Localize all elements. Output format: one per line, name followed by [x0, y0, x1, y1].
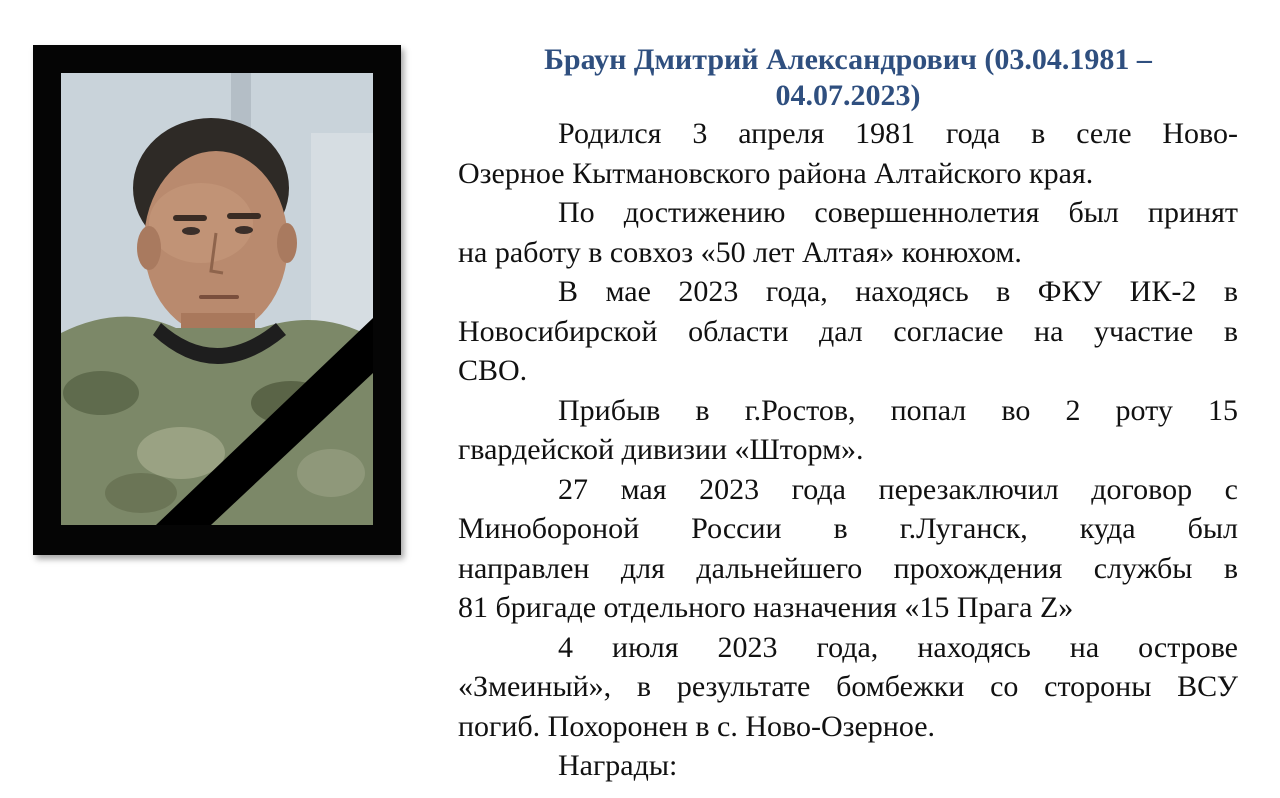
- text-line: По достижению совершеннолетия был принят: [558, 196, 1238, 229]
- portrait-illustration: [61, 73, 373, 525]
- paragraph-awards: [458, 746, 1238, 786]
- paragraph-arrival: [458, 391, 1238, 470]
- title-line-2: 04.07.2023): [775, 79, 921, 112]
- text-line: Новосибирской области дал согласие на участие в: [458, 314, 1238, 348]
- text-line: Прибыв в г.Ростов, попал во 2 роту 15: [558, 393, 1238, 427]
- text-line: 81 бригаде отдельного назначения «15 Прага Z»: [458, 591, 1074, 624]
- portrait-photo: [61, 73, 373, 525]
- text-line: погиб. Похоронен в с. Ново-Озерное.: [458, 709, 936, 743]
- paragraph-death: [458, 628, 1238, 747]
- text-line: Озерное Кытмановского района Алтайского края.: [458, 156, 1094, 190]
- text-line: гвардейской дивизии «Шторм».: [458, 433, 864, 466]
- paragraph-work: [458, 193, 1238, 272]
- text-line: направлен для дальнейшего прохождения службы в: [458, 551, 1238, 585]
- paragraph-birth: [458, 114, 1238, 193]
- text-line: 27 мая 2023 года перезаключил договор с: [558, 472, 1238, 506]
- text-line: Родился 3 апреля 1981 года в селе Ново-: [558, 117, 1238, 150]
- text-line: СВО.: [458, 354, 528, 387]
- text-line: «Змеиный», в результате бомбежки со стороны ВСУ: [458, 670, 1238, 703]
- title-line-1: Браун Дмитрий Александрович (03.04.1981 –: [544, 43, 1152, 76]
- paragraph-consent: [458, 272, 1238, 391]
- page-title: [458, 42, 1238, 114]
- text-line: Минобороной России в г.Луганск, куда был: [458, 512, 1238, 545]
- biography-text: [458, 42, 1238, 786]
- awards-heading: Награды:: [558, 749, 678, 782]
- text-line: 4 июля 2023 года, находясь на острове: [558, 630, 1238, 664]
- text-line: В мае 2023 года, находясь в ФКУ ИК-2 в: [558, 275, 1238, 308]
- paragraph-contract: [458, 470, 1238, 628]
- text-line: на работу в совхоз «50 лет Алтая» конюхом.: [458, 235, 1022, 269]
- memorial-photo-frame: [33, 45, 401, 555]
